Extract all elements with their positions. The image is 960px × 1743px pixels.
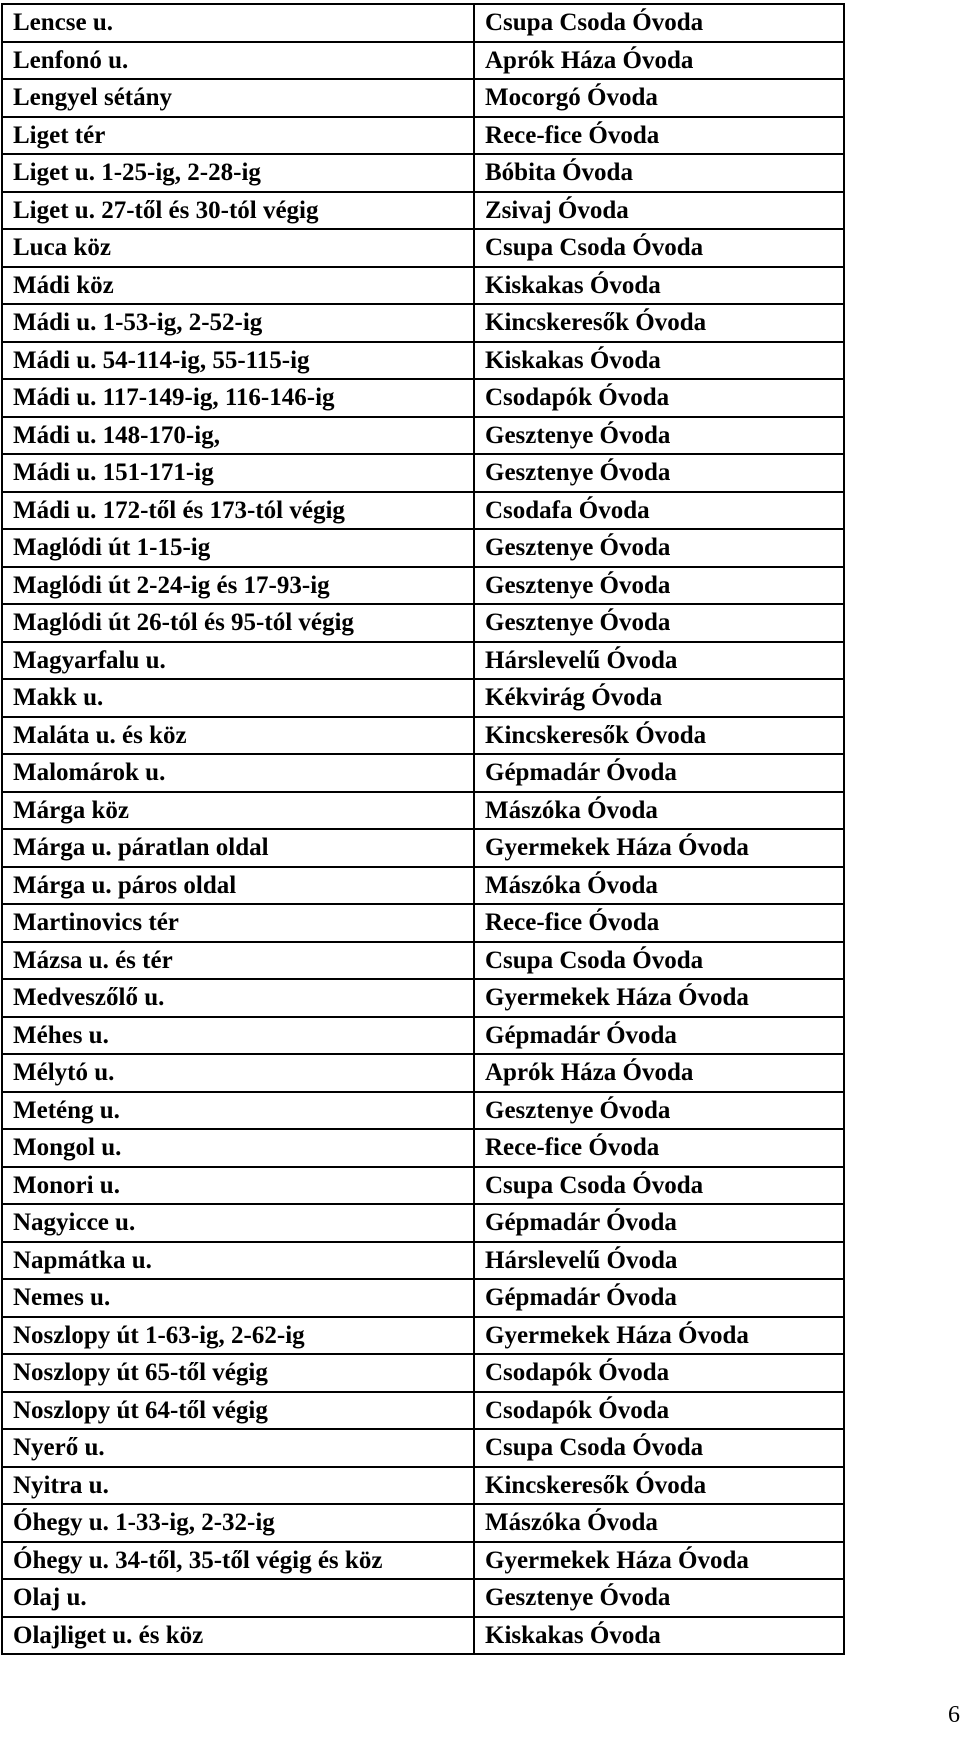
- kindergarten-cell: Gépmadár Óvoda: [474, 1017, 844, 1055]
- kindergarten-cell: Csodapók Óvoda: [474, 379, 844, 417]
- table-row: [2, 1617, 844, 1655]
- street-name-cell: Mádi u. 54-114-ig, 55-115-ig: [2, 342, 474, 380]
- kindergarten-cell: Csupa Csoda Óvoda: [474, 229, 844, 267]
- kindergarten-cell: Rece-fice Óvoda: [474, 904, 844, 942]
- table-row: [2, 1054, 844, 1092]
- street-name-cell: Méhes u.: [2, 1017, 474, 1055]
- kindergarten-cell: Csodafa Óvoda: [474, 492, 844, 530]
- table-row: [2, 1504, 844, 1542]
- street-name-cell: Márga köz: [2, 792, 474, 830]
- table-row: [2, 754, 844, 792]
- kindergarten-cell: Kincskeresők Óvoda: [474, 1467, 844, 1505]
- table-row: [2, 717, 844, 755]
- kindergarten-cell: Mászóka Óvoda: [474, 867, 844, 905]
- table-row: [2, 829, 844, 867]
- street-name-cell: Nemes u.: [2, 1279, 474, 1317]
- kindergarten-cell: Kincskeresők Óvoda: [474, 717, 844, 755]
- street-name-cell: Mázsa u. és tér: [2, 942, 474, 980]
- table-row: [2, 492, 844, 530]
- table-row: [2, 1467, 844, 1505]
- table-row: [2, 117, 844, 155]
- street-name-cell: Medveszőlő u.: [2, 979, 474, 1017]
- kindergarten-cell: Gesztenye Óvoda: [474, 567, 844, 605]
- street-name-cell: Mongol u.: [2, 1129, 474, 1167]
- kindergarten-cell: Gépmadár Óvoda: [474, 754, 844, 792]
- kindergarten-cell: Csupa Csoda Óvoda: [474, 4, 844, 42]
- kindergarten-cell: Rece-fice Óvoda: [474, 1129, 844, 1167]
- street-name-cell: Nyerő u.: [2, 1429, 474, 1467]
- table-row: [2, 1017, 844, 1055]
- table-row: [2, 679, 844, 717]
- kindergarten-cell: Gyermekek Háza Óvoda: [474, 829, 844, 867]
- street-name-cell: Olajliget u. és köz: [2, 1617, 474, 1655]
- kindergarten-cell: Mászóka Óvoda: [474, 1504, 844, 1542]
- table-row: [2, 567, 844, 605]
- table-row: [2, 1542, 844, 1580]
- kindergarten-cell: Gesztenye Óvoda: [474, 417, 844, 455]
- street-name-cell: Liget tér: [2, 117, 474, 155]
- street-name-cell: Márga u. páratlan oldal: [2, 829, 474, 867]
- page-number: 6: [948, 1702, 960, 1728]
- street-name-cell: Óhegy u. 1-33-ig, 2-32-ig: [2, 1504, 474, 1542]
- kindergarten-cell: Csupa Csoda Óvoda: [474, 1429, 844, 1467]
- table-row: [2, 1392, 844, 1430]
- kindergarten-cell: Zsivaj Óvoda: [474, 192, 844, 230]
- kindergarten-cell: Aprók Háza Óvoda: [474, 42, 844, 80]
- table-row: [2, 267, 844, 305]
- kindergarten-cell: Hárslevelű Óvoda: [474, 1242, 844, 1280]
- street-name-cell: Lencse u.: [2, 4, 474, 42]
- street-name-cell: Liget u. 27-től és 30-tól végig: [2, 192, 474, 230]
- kindergarten-cell: Mászóka Óvoda: [474, 792, 844, 830]
- kindergarten-cell: Csupa Csoda Óvoda: [474, 942, 844, 980]
- street-name-cell: Mádi u. 151-171-ig: [2, 454, 474, 492]
- table-row: [2, 154, 844, 192]
- table-row: [2, 904, 844, 942]
- kindergarten-cell: Gyermekek Háza Óvoda: [474, 1317, 844, 1355]
- street-name-cell: Luca köz: [2, 229, 474, 267]
- table-row: [2, 229, 844, 267]
- table-row: [2, 1129, 844, 1167]
- kindergarten-cell: Csodapók Óvoda: [474, 1354, 844, 1392]
- table-row: [2, 417, 844, 455]
- kindergarten-cell: Kiskakas Óvoda: [474, 1617, 844, 1655]
- table-row: [2, 79, 844, 117]
- street-name-cell: Maglódi út 2-24-ig és 17-93-ig: [2, 567, 474, 605]
- street-name-cell: Martinovics tér: [2, 904, 474, 942]
- street-name-cell: Napmátka u.: [2, 1242, 474, 1280]
- table-row: [2, 792, 844, 830]
- street-name-cell: Magyarfalu u.: [2, 642, 474, 680]
- kindergarten-cell: Gyermekek Háza Óvoda: [474, 1542, 844, 1580]
- street-name-cell: Mádi u. 117-149-ig, 116-146-ig: [2, 379, 474, 417]
- table-row: [2, 642, 844, 680]
- table-row: [2, 1167, 844, 1205]
- table-row: [2, 942, 844, 980]
- kindergarten-cell: Kékvirág Óvoda: [474, 679, 844, 717]
- kindergarten-cell: Csupa Csoda Óvoda: [474, 1167, 844, 1205]
- kindergarten-cell: Gesztenye Óvoda: [474, 604, 844, 642]
- street-name-cell: Mádi u. 148-170-ig,: [2, 417, 474, 455]
- street-name-cell: Nagyicce u.: [2, 1204, 474, 1242]
- kindergarten-cell: Rece-fice Óvoda: [474, 117, 844, 155]
- table-row: [2, 454, 844, 492]
- street-name-cell: Olaj u.: [2, 1579, 474, 1617]
- table-row: [2, 1429, 844, 1467]
- table-row: [2, 304, 844, 342]
- table-row: [2, 42, 844, 80]
- kindergarten-cell: Gesztenye Óvoda: [474, 1092, 844, 1130]
- kindergarten-cell: Gépmadár Óvoda: [474, 1279, 844, 1317]
- street-name-cell: Lengyel sétány: [2, 79, 474, 117]
- table-body: [2, 4, 844, 1654]
- street-name-cell: Noszlopy út 64-től végig: [2, 1392, 474, 1430]
- kindergarten-cell: Mocorgó Óvoda: [474, 79, 844, 117]
- kindergarten-cell: Kiskakas Óvoda: [474, 342, 844, 380]
- street-name-cell: Maláta u. és köz: [2, 717, 474, 755]
- table-row: [2, 342, 844, 380]
- table-row: [2, 1579, 844, 1617]
- street-name-cell: Óhegy u. 34-től, 35-től végig és köz: [2, 1542, 474, 1580]
- street-name-cell: Monori u.: [2, 1167, 474, 1205]
- table-row: [2, 1204, 844, 1242]
- kindergarten-cell: Bóbita Óvoda: [474, 154, 844, 192]
- table-row: [2, 529, 844, 567]
- table-row: [2, 1317, 844, 1355]
- street-name-cell: Malomárok u.: [2, 754, 474, 792]
- kindergarten-cell: Hárslevelű Óvoda: [474, 642, 844, 680]
- kindergarten-cell: Kiskakas Óvoda: [474, 267, 844, 305]
- kindergarten-cell: Gesztenye Óvoda: [474, 1579, 844, 1617]
- table-row: [2, 1092, 844, 1130]
- street-kindergarten-table: [1, 3, 845, 1655]
- street-name-cell: Lenfonó u.: [2, 42, 474, 80]
- street-name-cell: Nyitra u.: [2, 1467, 474, 1505]
- table-row: [2, 1354, 844, 1392]
- street-name-cell: Mádi u. 1-53-ig, 2-52-ig: [2, 304, 474, 342]
- street-name-cell: Maglódi út 26-tól és 95-tól végig: [2, 604, 474, 642]
- kindergarten-cell: Gyermekek Háza Óvoda: [474, 979, 844, 1017]
- kindergarten-cell: Aprók Háza Óvoda: [474, 1054, 844, 1092]
- street-name-cell: Maglódi út 1-15-ig: [2, 529, 474, 567]
- table-row: [2, 867, 844, 905]
- table-row: [2, 1279, 844, 1317]
- street-name-cell: Liget u. 1-25-ig, 2-28-ig: [2, 154, 474, 192]
- street-name-cell: Márga u. páros oldal: [2, 867, 474, 905]
- table-row: [2, 192, 844, 230]
- kindergarten-cell: Gesztenye Óvoda: [474, 529, 844, 567]
- street-name-cell: Makk u.: [2, 679, 474, 717]
- street-name-cell: Mélytó u.: [2, 1054, 474, 1092]
- table-row: [2, 1242, 844, 1280]
- kindergarten-cell: Gépmadár Óvoda: [474, 1204, 844, 1242]
- street-name-cell: Mádi u. 172-től és 173-tól végig: [2, 492, 474, 530]
- table-row: [2, 979, 844, 1017]
- kindergarten-cell: Gesztenye Óvoda: [474, 454, 844, 492]
- table-row: [2, 604, 844, 642]
- street-name-cell: Noszlopy út 1-63-ig, 2-62-ig: [2, 1317, 474, 1355]
- street-name-cell: Noszlopy út 65-től végig: [2, 1354, 474, 1392]
- street-name-cell: Mádi köz: [2, 267, 474, 305]
- kindergarten-cell: Csodapók Óvoda: [474, 1392, 844, 1430]
- table-row: [2, 4, 844, 42]
- table-row: [2, 379, 844, 417]
- street-name-cell: Meténg u.: [2, 1092, 474, 1130]
- kindergarten-cell: Kincskeresők Óvoda: [474, 304, 844, 342]
